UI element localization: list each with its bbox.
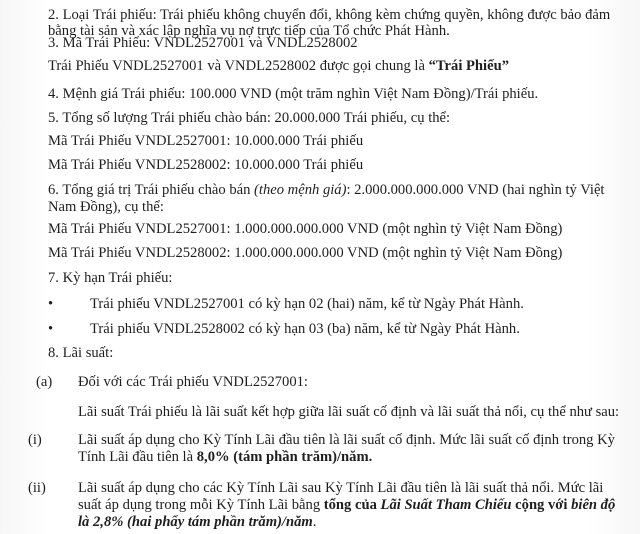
item8-ii-line2 (78, 497, 615, 514)
item3-note-text: Trái Phiếu VNDL2527001 và VNDL2528002 được gọi chung là (48, 58, 429, 74)
item8-ii-line3 (78, 514, 316, 531)
item7-heading: 7. Kỳ hạn Trái phiếu: (48, 270, 173, 286)
bullet-icon: • (48, 321, 54, 337)
item8-i-line2 (78, 449, 372, 466)
item8-i-line2-text: Tính Lãi đầu tiên là (78, 449, 197, 465)
item6-row-1: Mã Trái Phiếu VNDL2527001: 1.000.000.000.000 VND (một nghìn tỷ Việt Nam Đồng) (48, 221, 563, 237)
item8-i-label: (i) (28, 432, 42, 448)
item8-a-text: Đối với các Trái phiếu VNDL2527001: (78, 374, 308, 390)
item3-heading: 3. Mã Trái Phiếu: VNDL2527001 và VNDL2528002 (48, 35, 358, 51)
item3-note (48, 58, 509, 75)
item2-line1: 2. Loại Trái phiếu: Trái phiếu không chuyển đổi, không kèm chứng quyền, không được bảo đảm (48, 7, 611, 23)
item5-heading: 5. Tổng số lượng Trái phiếu chào bán: 20.000.000 Trái phiếu, cụ thể: (48, 110, 451, 126)
item8-ii-line2-text: suất áp dụng trong mỗi Kỳ Tính Lãi bằng (78, 497, 324, 513)
item7-bullet-1-text: Trái phiếu VNDL2527001 có kỳ hạn 02 (hai) năm, kể từ Ngày Phát Hành. (90, 296, 524, 312)
item6-heading-suffix: : 2.000.000.000.000 VND (hai nghìn tỷ Việt (346, 182, 605, 198)
item6-row-2: Mã Trái Phiếu VNDL2528002: 1.000.000.000.000 VND (một nghìn tỷ Việt Nam Đồng) (48, 245, 563, 261)
margin-value: là 2,8% (hai phẩy tám phần trăm)/năm (78, 514, 313, 530)
item8-ii-bold-2: cộng với (511, 497, 572, 513)
item3-note-term: “Trái Phiếu” (428, 58, 509, 74)
item8-ii-bold-1: tổng của (323, 497, 381, 513)
item7-bullet-2-text: Trái phiếu VNDL2528002 có kỳ hạn 03 (ba) năm, kể từ Ngày Phát Hành. (90, 321, 520, 337)
item8-ii-line1: Lãi suất áp dụng cho các Kỳ Tính Lãi sau Kỳ Tính Lãi đầu tiên là lãi suất thả nổi. Mức lãi (78, 480, 604, 496)
item8-ii-label: (ii) (28, 480, 46, 496)
item8-ii-line3-end: . (312, 514, 317, 530)
item5-row-2: Mã Trái Phiếu VNDL2528002: 10.000.000 Trái phiếu (48, 157, 364, 173)
item4-text: 4. Mệnh giá Trái phiếu: 100.000 VND (một trăm nghìn Việt Nam Đồng)/Trái phiếu. (48, 86, 539, 102)
bullet-icon: • (48, 296, 54, 312)
fixed-rate-value: 8,0% (tám phần trăm)/năm. (196, 449, 373, 465)
item6-heading-prefix: 6. Tổng giá trị Trái phiếu chào bán (48, 182, 255, 198)
item7-bullet-1 (48, 296, 53, 313)
item6-heading-italic: (theo mệnh giá) (254, 182, 347, 198)
item7-bullet-2 (48, 321, 53, 338)
item8-heading: 8. Lãi suất: (48, 345, 114, 361)
item8-i-line1: Lãi suất áp dụng cho Kỳ Tính Lãi đầu tiên là lãi suất cố định. Mức lãi suất cố định trong Kỳ (78, 432, 615, 448)
item6-heading-line2: Nam Đồng), cụ thể: (48, 199, 164, 215)
item6-heading (48, 182, 604, 199)
reference-rate-term: Lãi Suất Tham Chiếu (380, 497, 512, 513)
item5-row-1: Mã Trái Phiếu VNDL2527001: 10.000.000 Trái phiếu (48, 133, 364, 149)
item8-a-label: (a) (36, 374, 53, 390)
item8-a-desc: Lãi suất Trái phiếu là lãi suất kết hợp giữa lãi suất cố định và lãi suất thả nổi, cụ thể như sau: (78, 404, 620, 420)
margin-term: biên độ (571, 497, 616, 513)
item2-line2: bằng tài sản và xác lập nghĩa vụ nợ trực tiếp của Tổ chức Phát Hành. (48, 23, 450, 39)
